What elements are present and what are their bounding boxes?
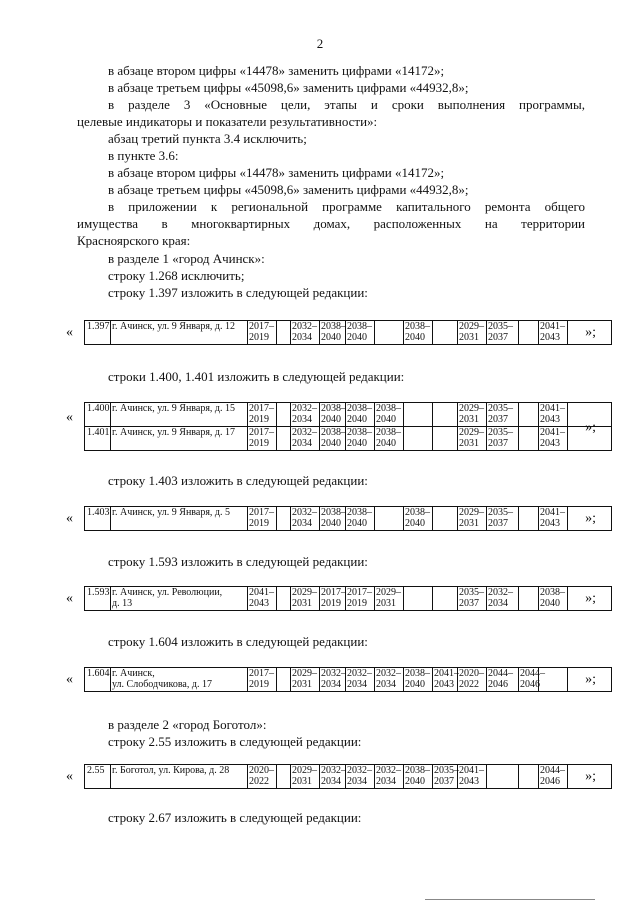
- quote-close: »;: [585, 769, 596, 784]
- cell-text: 2020–: [459, 668, 484, 679]
- cell-text: г. Ачинск, ул. 9 Января, д. 12: [112, 321, 236, 332]
- cell-text: 2040: [321, 332, 341, 343]
- period-cell: [346, 668, 375, 692]
- cell-text: 2031: [292, 679, 312, 690]
- period-cell: [433, 507, 458, 531]
- cell-text: 2019: [249, 518, 269, 529]
- cell-text: г. Боготол, ул. Кирова, д. 28: [112, 765, 230, 776]
- period-cell: [487, 765, 519, 789]
- cell-text: 2029–: [459, 507, 484, 518]
- cell-text: 2017–: [249, 507, 274, 518]
- cell-text: 2022: [249, 776, 269, 787]
- quote-open: «: [66, 672, 73, 687]
- cell-text: 2040: [376, 414, 396, 425]
- cell-text: 2046: [488, 679, 508, 690]
- text-line: абзац третий пункта 3.4 исключить;: [108, 131, 307, 146]
- period-cell: [519, 403, 539, 427]
- period-cell: [346, 587, 375, 611]
- cell-text: 2029–: [459, 403, 484, 414]
- cell-text: 2034: [292, 438, 312, 449]
- cell-text: 2043: [459, 776, 479, 787]
- text-line: в абзаце третьем цифры «45098,6» заменить цифрами «44932,8»;: [108, 182, 469, 197]
- period-cell: [320, 587, 346, 611]
- row-number-cell: [85, 507, 111, 531]
- period-cell: [539, 507, 568, 531]
- cell-text: 2043: [540, 414, 560, 425]
- cell-text: 2029–: [292, 765, 317, 776]
- cell-text: 2017–: [347, 587, 372, 598]
- period-cell: [433, 321, 458, 345]
- quote-open: «: [66, 591, 73, 606]
- cell-text: 1.401: [87, 427, 110, 438]
- cell-text: 2043: [540, 438, 560, 449]
- period-cell: [291, 668, 320, 692]
- cell-text: 2038–: [405, 668, 430, 679]
- cell-text: 2040: [321, 438, 341, 449]
- period-cell: [487, 668, 519, 692]
- period-cell: [458, 427, 487, 451]
- cell-text: 2040: [405, 518, 425, 529]
- cell-text: 2043: [540, 332, 560, 343]
- period-cell: [458, 765, 487, 789]
- period-cell: [291, 587, 320, 611]
- cell-text: 2041–: [434, 668, 459, 679]
- table-255: [84, 764, 612, 789]
- cell-text: 2031: [459, 332, 479, 343]
- cell-text: 2019: [249, 414, 269, 425]
- bottom-rule: [425, 899, 595, 900]
- text-line: строку 1.397 изложить в следующей редакции:: [108, 285, 368, 300]
- cell-text: 2040: [376, 438, 396, 449]
- cell-text: 2034: [376, 776, 396, 787]
- period-cell: [291, 321, 320, 345]
- cell-text: 2035–: [488, 507, 513, 518]
- quote-close: »;: [585, 420, 596, 435]
- cell-text: 2032–: [376, 765, 401, 776]
- cell-text: 2046: [540, 776, 560, 787]
- period-cell: [458, 587, 487, 611]
- cell-text: 2031: [459, 518, 479, 529]
- cell-text: 2038–: [347, 507, 372, 518]
- cell-text: 2037: [488, 414, 508, 425]
- cell-text: 2037: [434, 776, 454, 787]
- period-cell: [458, 403, 487, 427]
- cell-text: ул. Слободчикова, д. 17: [112, 679, 212, 690]
- cell-text: 2041–: [459, 765, 484, 776]
- cell-text: 2034: [292, 518, 312, 529]
- cell-text: 2031: [292, 776, 312, 787]
- cell-text: 2038–: [347, 403, 372, 414]
- period-cell: [291, 427, 320, 451]
- table-block-1400: [66, 402, 596, 454]
- table-block-1403: [66, 505, 596, 533]
- address-cell: [111, 321, 248, 345]
- cell-text: 2035–: [488, 403, 513, 414]
- text-line: в приложении к региональной программе капитального ремонта общего: [108, 199, 585, 214]
- cell-text: 2031: [459, 414, 479, 425]
- cell-text: 2044–: [520, 668, 545, 679]
- cell-text: 2038–: [321, 507, 346, 518]
- period-cell: [375, 427, 404, 451]
- period-cell: [248, 668, 277, 692]
- cell-text: 1.593: [87, 587, 110, 598]
- row-number-cell: [85, 587, 111, 611]
- cell-text: 2037: [488, 332, 508, 343]
- cell-text: 2034: [321, 776, 341, 787]
- heading-255: строку 2.55 изложить в следующей редакции:: [108, 734, 362, 749]
- text-line: целевые индикаторы и показатели результативности»:: [77, 114, 378, 129]
- cell-text: 2043: [434, 679, 454, 690]
- period-cell: [346, 403, 375, 427]
- cell-text: 2041–: [540, 427, 565, 438]
- cell-text: 2019: [249, 332, 269, 343]
- text-line: в абзаце третьем цифры «45098,6» заменить цифрами «44932,8»;: [108, 80, 469, 95]
- period-cell: [346, 321, 375, 345]
- cell-text: 2038–: [347, 321, 372, 332]
- table-row: [85, 507, 612, 531]
- period-cell: [519, 765, 539, 789]
- cell-text: 2040: [347, 414, 367, 425]
- text-line: в разделе 3 «Основные цели, этапы и сроки выполнения программы,: [108, 97, 585, 112]
- cell-text: 1.403: [87, 507, 110, 518]
- period-cell: [487, 587, 519, 611]
- cell-text: 2029–: [292, 587, 317, 598]
- cell-text: 2040: [405, 679, 425, 690]
- period-cell: [375, 403, 404, 427]
- period-cell: [433, 427, 458, 451]
- period-cell: [458, 668, 487, 692]
- cell-text: 2032–: [292, 507, 317, 518]
- cell-text: 2031: [376, 598, 396, 609]
- period-cell: [404, 765, 433, 789]
- row-number-cell: [85, 427, 111, 451]
- cell-text: 2032–: [292, 403, 317, 414]
- cell-text: 2037: [488, 438, 508, 449]
- row-number-cell: [85, 668, 111, 692]
- text-line: в абзаце втором цифры «14478» заменить цифрами «14172»;: [108, 165, 445, 180]
- period-cell: [539, 765, 568, 789]
- cell-text: 2032–: [321, 765, 346, 776]
- cell-text: 2040: [321, 414, 341, 425]
- cell-text: 2032–: [488, 587, 513, 598]
- address-cell: [111, 668, 248, 692]
- table-row: [85, 668, 612, 692]
- cell-text: 2035–: [459, 587, 484, 598]
- heading-1403: строку 1.403 изложить в следующей редакции:: [108, 473, 368, 488]
- table-row: [85, 587, 612, 611]
- cell-text: 2034: [347, 776, 367, 787]
- cell-text: 2035–: [488, 427, 513, 438]
- quote-open: «: [66, 409, 73, 425]
- heading-section2: в разделе 2 «город Боготол»:: [108, 717, 267, 732]
- cell-text: 2040: [405, 776, 425, 787]
- cell-text: 2038–: [321, 427, 346, 438]
- cell-text: 2034: [292, 332, 312, 343]
- cell-text: 2022: [459, 679, 479, 690]
- cell-text: 2034: [321, 679, 341, 690]
- cell-text: 2029–: [459, 427, 484, 438]
- row-number-cell: [85, 765, 111, 789]
- quote-close: »;: [585, 672, 596, 687]
- cell-text: 2034: [488, 598, 508, 609]
- period-cell: [248, 507, 277, 531]
- cell-text: 2019: [249, 679, 269, 690]
- period-cell: [375, 765, 404, 789]
- period-cell: [291, 765, 320, 789]
- cell-text: 2035–: [488, 321, 513, 332]
- heading-1593: строку 1.593 изложить в следующей редакции:: [108, 554, 368, 569]
- cell-text: 2032–: [347, 668, 372, 679]
- cell-text: д. 13: [112, 598, 133, 609]
- period-cell: [519, 668, 545, 692]
- period-cell: [277, 321, 291, 345]
- period-cell: [433, 403, 458, 427]
- table-block-255: [66, 763, 596, 791]
- address-cell: [111, 507, 248, 531]
- period-cell: [404, 403, 433, 427]
- cell-text: 2034: [347, 679, 367, 690]
- table-block-1593: [66, 585, 596, 613]
- period-cell: [277, 507, 291, 531]
- cell-text: 2017–: [321, 587, 346, 598]
- table-1397: [84, 320, 612, 345]
- cell-text: 2038–: [321, 321, 346, 332]
- period-cell: [487, 507, 519, 531]
- period-cell: [248, 587, 277, 611]
- period-cell: [519, 321, 539, 345]
- cell-text: 2046: [520, 679, 540, 690]
- period-cell: [375, 321, 404, 345]
- cell-text: 2040: [540, 598, 560, 609]
- cell-text: 2019: [347, 598, 367, 609]
- period-cell: [539, 403, 568, 427]
- cell-text: 1.604: [87, 668, 110, 679]
- period-cell: [346, 765, 375, 789]
- period-cell: [487, 403, 519, 427]
- period-cell: [487, 321, 519, 345]
- cell-text: 2038–: [321, 403, 346, 414]
- period-cell: [320, 507, 346, 531]
- period-cell: [291, 403, 320, 427]
- quote-close: »;: [585, 511, 596, 526]
- table-row: [85, 321, 612, 345]
- cell-text: 2038–: [405, 321, 430, 332]
- period-cell: [433, 765, 458, 789]
- period-cell: [539, 321, 568, 345]
- address-cell: [111, 427, 248, 451]
- cell-text: г. Ачинск, ул. 9 Января, д. 15: [112, 403, 236, 414]
- cell-text: 2029–: [459, 321, 484, 332]
- cell-text: г. Ачинск, ул. Революции,: [112, 587, 223, 598]
- period-cell: [320, 765, 346, 789]
- table-row: [85, 765, 612, 789]
- cell-text: 2044–: [488, 668, 513, 679]
- period-cell: [519, 587, 539, 611]
- quote-open: «: [66, 511, 73, 526]
- period-cell: [539, 587, 568, 611]
- period-cell: [458, 321, 487, 345]
- period-cell: [320, 427, 346, 451]
- table-1400: [84, 402, 612, 451]
- heading-267: строку 2.67 изложить в следующей редакции:: [108, 810, 362, 825]
- cell-text: 2038–: [540, 587, 565, 598]
- cell-text: 2029–: [292, 668, 317, 679]
- heading-1604: строку 1.604 изложить в следующей редакции:: [108, 634, 368, 649]
- quote-open: «: [66, 325, 73, 340]
- cell-text: 2041–: [540, 321, 565, 332]
- period-cell: [519, 507, 539, 531]
- period-cell: [277, 587, 291, 611]
- period-cell: [320, 321, 346, 345]
- period-cell: [320, 668, 346, 692]
- table-row: [85, 427, 612, 451]
- cell-text: 2017–: [249, 668, 274, 679]
- cell-text: 2032–: [376, 668, 401, 679]
- period-cell: [277, 427, 291, 451]
- cell-text: 2034: [376, 679, 396, 690]
- cell-text: 2029–: [376, 587, 401, 598]
- period-cell: [433, 587, 458, 611]
- period-cell: [404, 321, 433, 345]
- cell-text: 1.400: [87, 403, 110, 414]
- page-number: 2: [316, 36, 324, 51]
- cell-text: 2032–: [321, 668, 346, 679]
- cell-text: 2038–: [376, 427, 401, 438]
- cell-text: 2040: [347, 438, 367, 449]
- cell-text: 2041–: [540, 403, 565, 414]
- address-cell: [111, 765, 248, 789]
- period-cell: [404, 427, 433, 451]
- quote-open: «: [66, 769, 73, 784]
- period-cell: [375, 668, 404, 692]
- address-cell: [111, 403, 248, 427]
- period-cell: [277, 668, 291, 692]
- period-cell: [277, 765, 291, 789]
- cell-text: 2017–: [249, 403, 274, 414]
- cell-text: 2032–: [292, 321, 317, 332]
- cell-text: 2034: [292, 414, 312, 425]
- table-1604: [84, 667, 612, 692]
- table-1593: [84, 586, 612, 611]
- cell-text: 2041–: [540, 507, 565, 518]
- heading-1400: строки 1.400, 1.401 изложить в следующей редакции:: [108, 369, 405, 384]
- cell-text: 2037: [459, 598, 479, 609]
- table-1403: [84, 506, 612, 531]
- row-number-cell: [85, 321, 111, 345]
- cell-text: 2032–: [347, 765, 372, 776]
- period-cell: [320, 403, 346, 427]
- cell-text: г. Ачинск,: [112, 668, 155, 679]
- cell-text: 2040: [321, 518, 341, 529]
- period-cell: [346, 507, 375, 531]
- period-cell: [539, 427, 568, 451]
- period-cell: [487, 427, 519, 451]
- period-cell: [248, 321, 277, 345]
- cell-text: 2040: [347, 518, 367, 529]
- text-line: имущества в многоквартирных домах, расположенных на территории: [77, 216, 585, 231]
- quote-close: »;: [585, 325, 596, 340]
- cell-text: г. Ачинск, ул. 9 Января, д. 5: [112, 507, 231, 518]
- cell-text: 2038–: [405, 765, 430, 776]
- cell-text: 1.397: [87, 321, 110, 332]
- address-cell: [111, 587, 248, 611]
- cell-text: 2032–: [292, 427, 317, 438]
- cell-text: 2038–: [376, 403, 401, 414]
- cell-text: 2038–: [405, 507, 430, 518]
- cell-text: 2043: [540, 518, 560, 529]
- period-cell: [404, 587, 433, 611]
- table-row: [85, 403, 612, 427]
- cell-text: 2019: [249, 438, 269, 449]
- text-line: Красноярского края:: [77, 233, 191, 248]
- period-cell: [277, 403, 291, 427]
- text-line: в разделе 1 «город Ачинск»:: [108, 251, 265, 266]
- row-number-cell: [85, 403, 111, 427]
- cell-text: 2043: [249, 598, 269, 609]
- cell-text: 2040: [347, 332, 367, 343]
- period-cell: [248, 403, 277, 427]
- period-cell: [519, 427, 539, 451]
- cell-text: 2044–: [540, 765, 565, 776]
- cell-text: 2040: [405, 332, 425, 343]
- text-line: в пункте 3.6:: [108, 148, 179, 163]
- period-cell: [375, 507, 404, 531]
- cell-text: 2019: [321, 598, 341, 609]
- cell-text: 2035–: [434, 765, 459, 776]
- period-cell: [375, 587, 404, 611]
- cell-text: 2038–: [347, 427, 372, 438]
- cell-text: 2041–: [249, 587, 274, 598]
- cell-text: 2017–: [249, 427, 274, 438]
- period-cell: [291, 507, 320, 531]
- cell-text: 2020–: [249, 765, 274, 776]
- cell-text: 2031: [292, 598, 312, 609]
- cell-text: 2037: [488, 518, 508, 529]
- table-block-1397: [66, 319, 596, 347]
- period-cell: [433, 668, 458, 692]
- cell-text: 2.55: [87, 765, 105, 776]
- text-line: в абзаце втором цифры «14478» заменить цифрами «14172»;: [108, 63, 445, 78]
- quote-close: »;: [585, 591, 596, 606]
- cell-text: 2031: [459, 438, 479, 449]
- table-block-1604: [66, 666, 596, 694]
- text-line: строку 1.268 исключить;: [108, 268, 245, 283]
- cell-text: 2017–: [249, 321, 274, 332]
- period-cell: [404, 507, 433, 531]
- period-cell: [404, 668, 433, 692]
- period-cell: [346, 427, 375, 451]
- period-cell: [248, 427, 277, 451]
- period-cell: [248, 765, 277, 789]
- cell-text: г. Ачинск, ул. 9 Января, д. 17: [112, 427, 236, 438]
- period-cell: [458, 507, 487, 531]
